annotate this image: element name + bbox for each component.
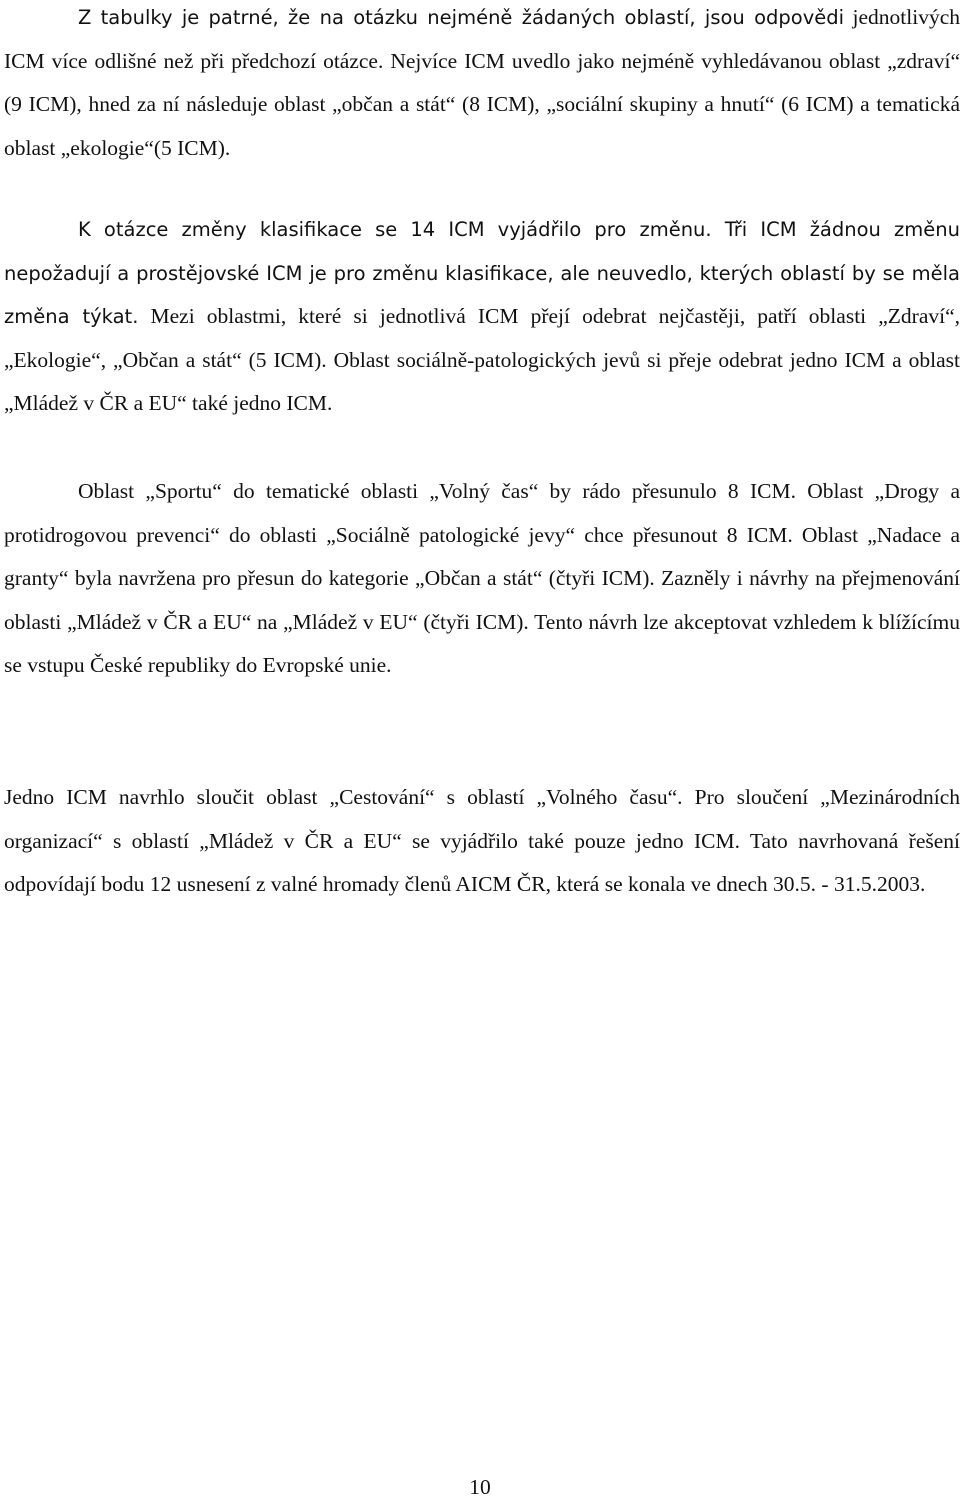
page-number: 10 <box>469 1475 491 1499</box>
paragraph-1 <box>4 0 960 170</box>
paragraph-2 <box>4 208 960 426</box>
paragraph-4 <box>4 776 960 907</box>
paragraph-3-text: Oblast „Sportu“ do tematické oblasti „Volný čas“ by rádo přesunulo 8 ICM. Oblast „Drogy a protidrogovou prevenci“ do oblasti „Sociálně patologické jevy“ chce přesunout 8 ICM. Oblast „Nadace a granty“ byla navržena pro přesun do kategorie „Občan a stát“ (čtyři ICM). Zazněly i návrhy na přejmenování oblasti „Mládež v ČR a EU“ na „Mládež v EU“ (čtyři ICM). Tento návrh lze akceptovat vzhledem k blížícímu se vstupu České republiky do Evropské unie. <box>4 479 960 678</box>
paragraph-2-text: Mezi oblastmi, které si jednotlivá ICM přejí odebrat nejčastěji, patří oblasti „Zdraví“, „Ekologie“, „Občan a stát“ (5 ICM). Oblast sociálně-patologických jevů si přeje odebrat jedno ICM a oblast „Mládež v ČR a EU“ také jedno ICM. <box>4 304 960 416</box>
paragraph-3 <box>4 470 960 688</box>
paragraph-1-lead: Z tabulky je patrné, že na otázku nejméně žádaných oblastí, jsou odpovědi <box>78 6 845 29</box>
paragraph-2-lead: K otázce změny klasifikace se 14 ICM vyjádřilo pro změnu. Tři ICM žádnou změnu nepožadují a prostějovské ICM je pro změnu klasifikace, ale neuvedlo, kterých oblastí by se měla změna týkat. <box>4 218 960 329</box>
paragraph-1-text: jednotlivých ICM více odlišné než při předchozí otázce. Nejvíce ICM uvedlo jako nejméně vyhledávanou oblast „zdraví“ (9 ICM), hned za ní následuje oblast „občan a stát“ (8 ICM), „sociální skupiny a hnutí“ (6 ICM) a tematická oblast „ekologie“(5 ICM). <box>4 5 960 160</box>
paragraph-4-text: Jedno ICM navrhlo sloučit oblast „Cestování“ s oblastí „Volného času“. Pro sloučení „Mezinárodních organizací“ s oblastí „Mládež v ČR a EU“ se vyjádřilo také pouze jedno ICM. Tato navrhovaná řešení odpovídají bodu 12 usnesení z valné hromady členů AICM ČR, která se konala ve dnech 30.5. - 31.5.2003. <box>4 785 960 897</box>
